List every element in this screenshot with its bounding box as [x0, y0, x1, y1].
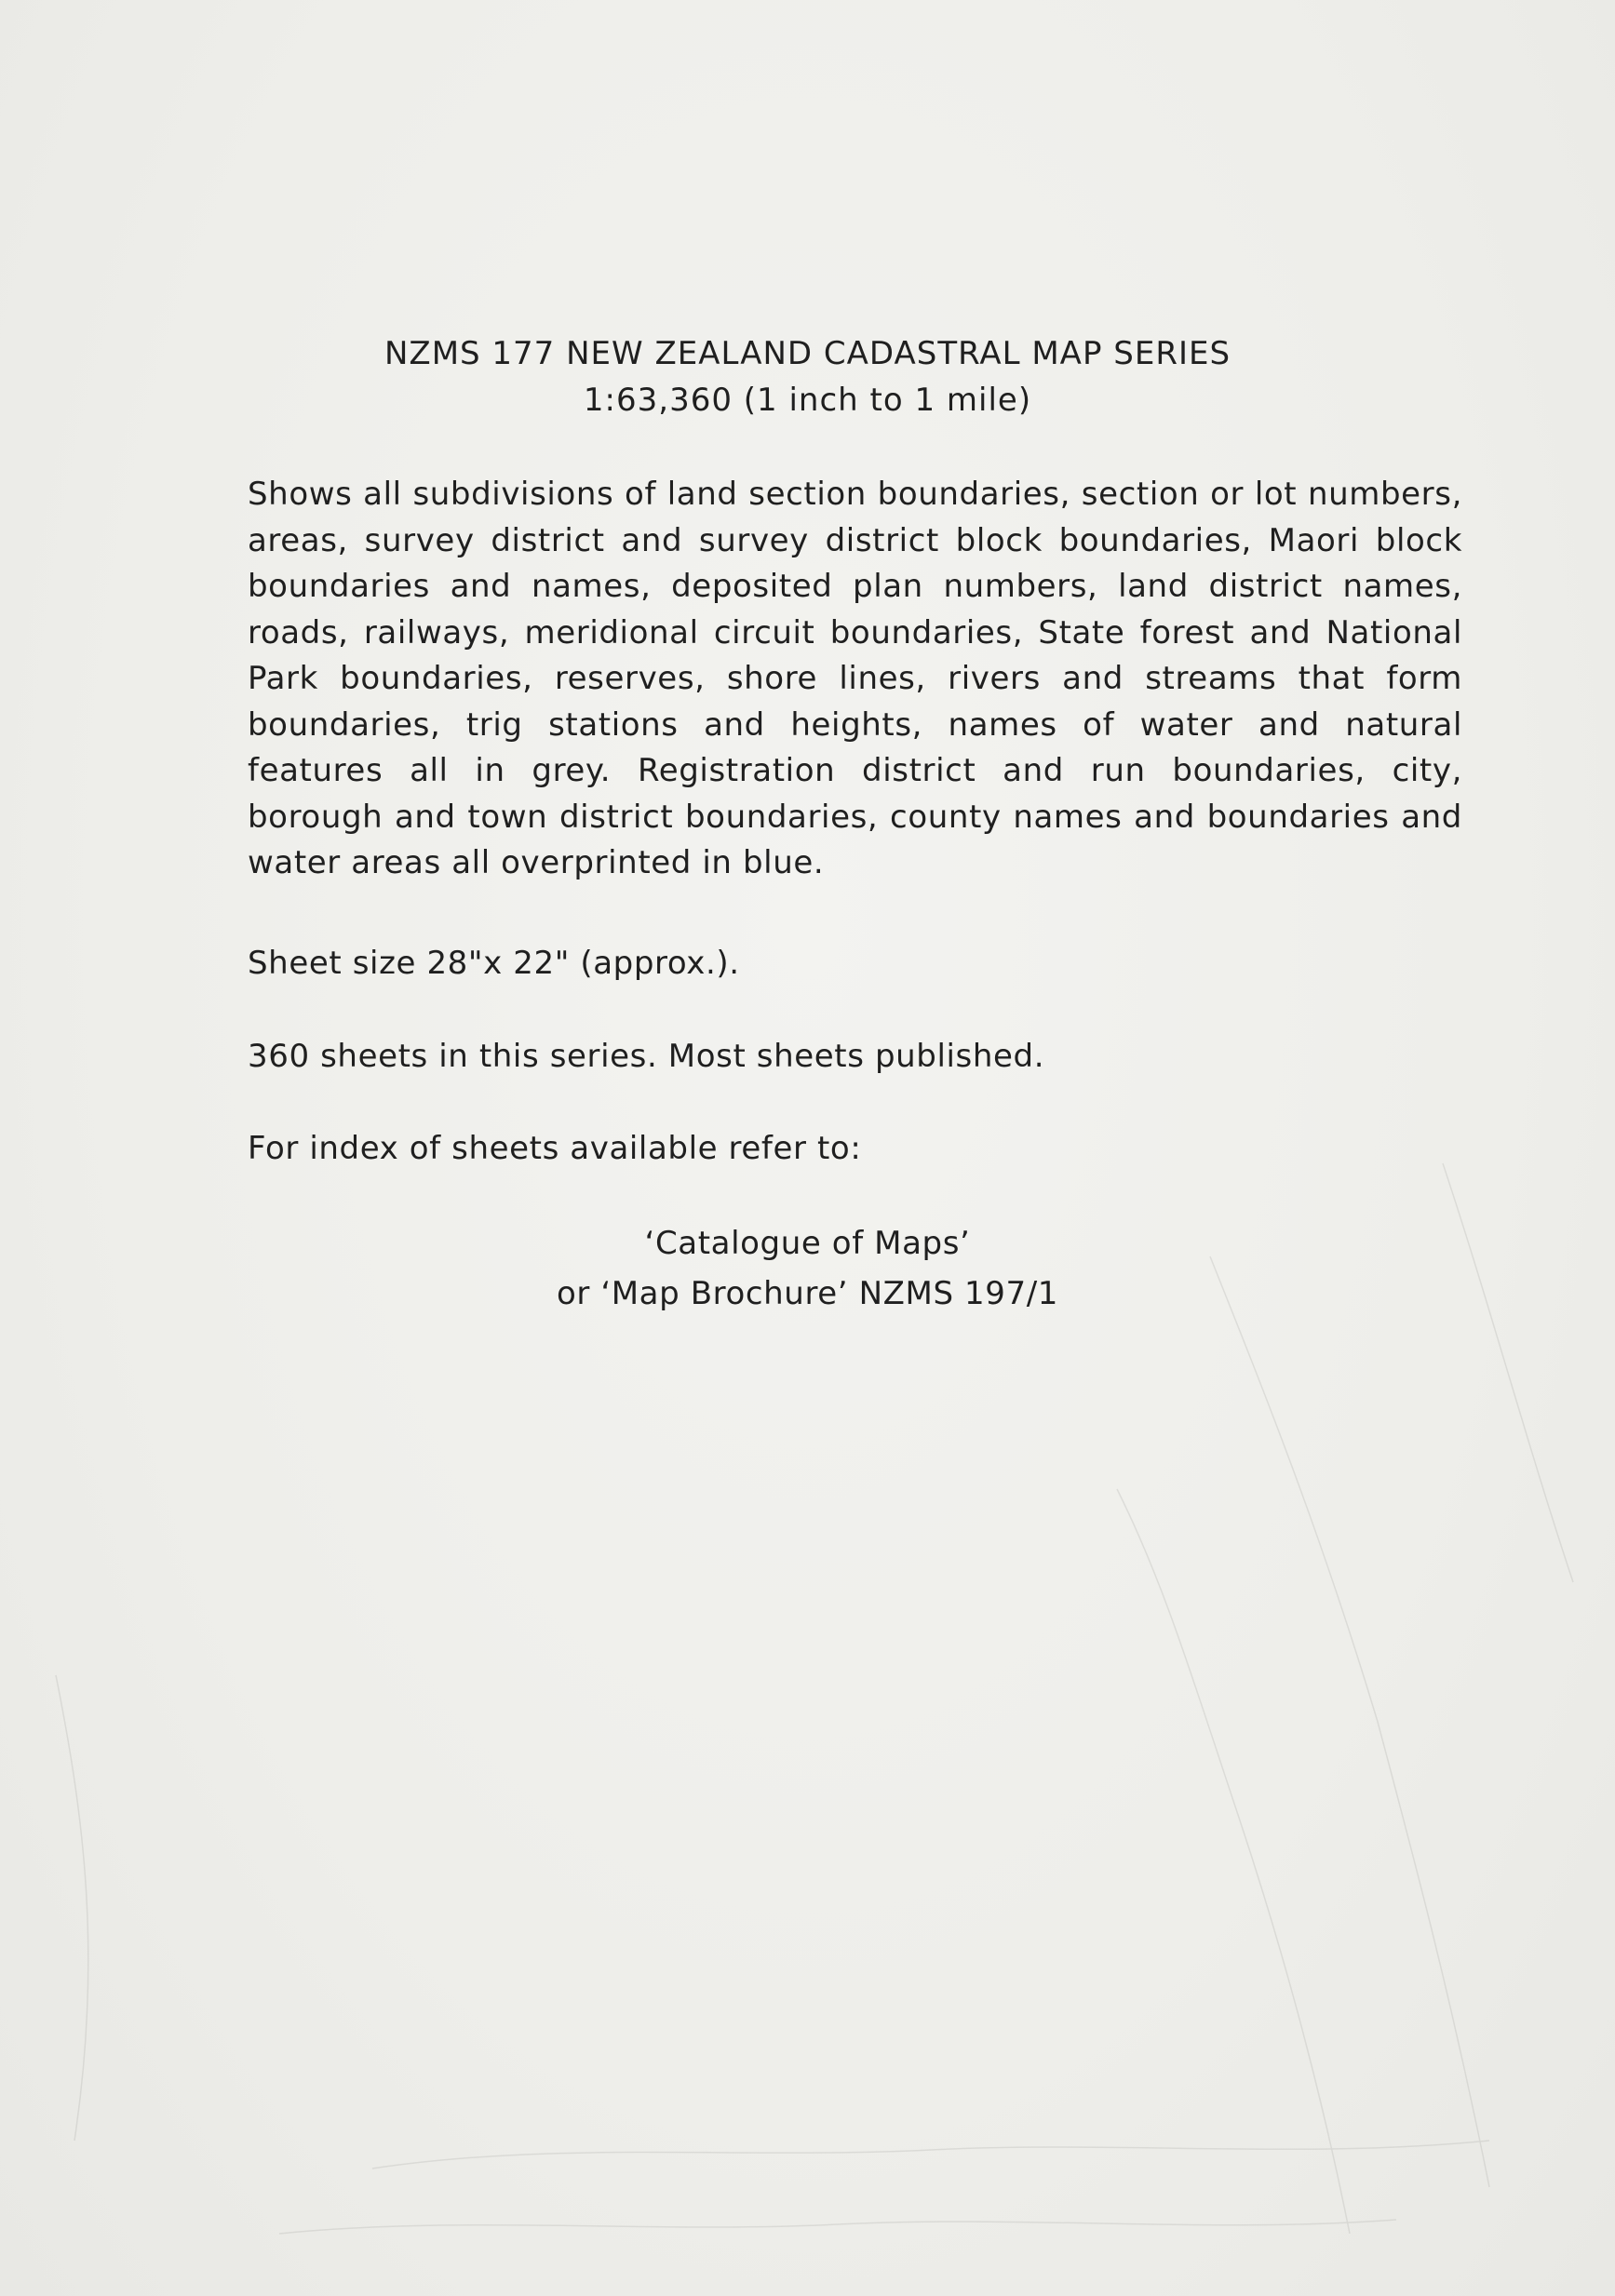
- index-reference: For index of sheets available refer to:: [248, 1130, 862, 1167]
- page-title: NZMS 177 NEW ZEALAND CADASTRAL MAP SERIES: [384, 335, 1231, 372]
- brochure-reference: or ‘Map Brochure’ NZMS 197/1: [556, 1275, 1059, 1312]
- map-scale: 1:63,360 (1 inch to 1 mile): [583, 382, 1032, 419]
- sheet-size: Sheet size 28"x 22" (approx.).: [248, 945, 740, 982]
- catalogue-reference: ‘Catalogue of Maps’: [644, 1225, 971, 1262]
- sheet-count: 360 sheets in this series. Most sheets published.: [248, 1038, 1045, 1075]
- series-description: Shows all subdivisions of land section boundaries, section or lot numbers, areas, survey district and survey district block boundaries, Maori block boundaries and names, deposited plan numbers, land district names, roads, railways, meridional circuit boundaries, State forest and National Park boundaries, reserves, shore lines, rivers and streams that form boundaries, trig stations and heights, names of water and natural features all in grey. Registration district and run boundaries, city, borough and town district boundaries, county names and boundaries and water areas all overprinted in blue.: [248, 476, 1462, 881]
